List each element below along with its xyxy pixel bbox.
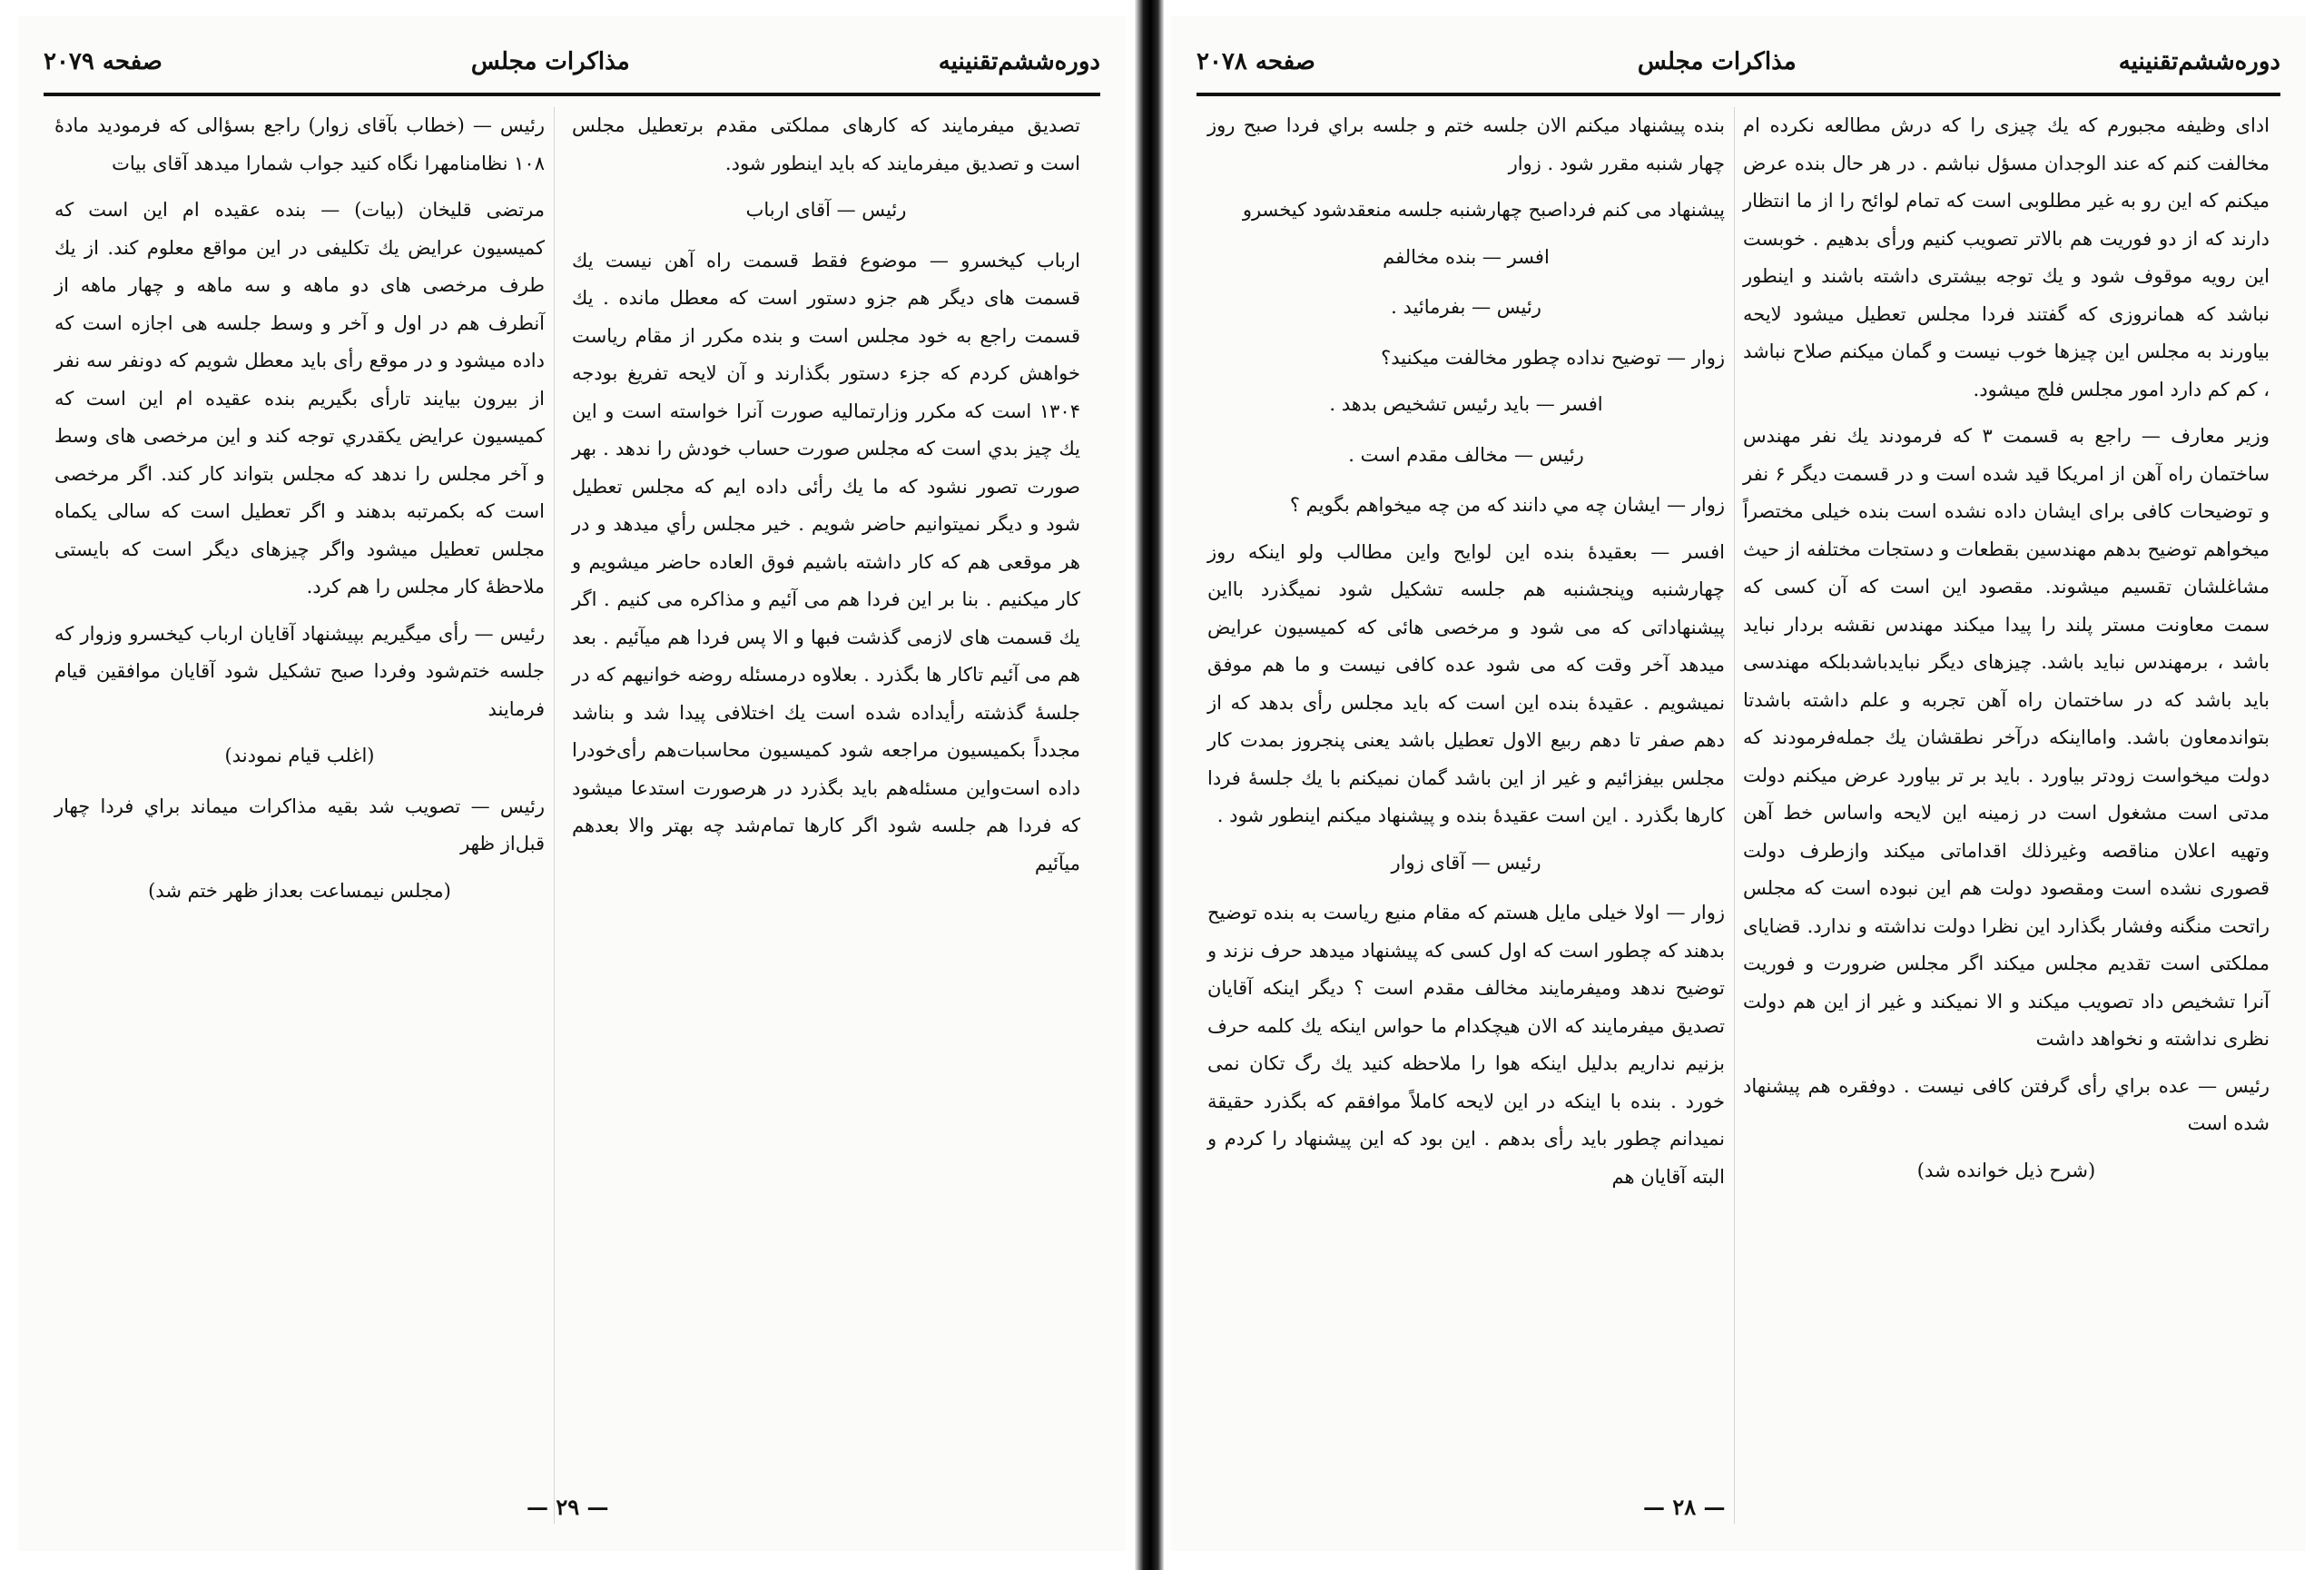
column-divider xyxy=(554,107,555,1524)
paragraph: تصدیق میفرمایند که کارهای مملکتی مقدم برتعطیل مجلس است و تصدیق میفرمایند که باید اینطور شود. xyxy=(572,114,1080,174)
right-header-page: صفحه ۲۰۷۸ xyxy=(1196,48,1315,75)
column-divider xyxy=(1734,107,1735,1524)
paragraph: ادای وظیفه مجبورم که یك چیزی را که درش مطالعه نکرده ام مخالفت کنم که عند الوجدان مسؤل نباشم . در هر حال بنده عرض میکنم که این رو به غیر مطلوبی است که تمام لوائح را از ما انتظار دارند که از دو فوریت هم بالاتر تصویب کنیم ورأی بدهیم . خوبست این رویه موقوف شود و یك توجه بیشتری داشته باشند و اینطور نباشد که همانروزی که گفتند فردا مجلس تعطیل میشود لایحه بیاورند به مجلس این چیزها خوب نیست و گمان میکنم صلاح نباشد ، کم کم دارد امور مجلس فلج میشود. xyxy=(1743,114,2270,400)
speaker-heading: رئیس — آقای ارباب xyxy=(745,199,907,221)
paragraph: وزیر معارف — راجع به قسمت ۳ که فرمودند یك نفر مهندس ساختمان راه آهن از امریکا قید شده است و در قسمت دیگر ۶ نفر و توضیحات کافی برای ایشان داده نشده است بنده خیلی مختصراً میخواهم توضیح بدهم مهندسین بقطعات و دستجات مختلفه از حیث مشاغلشان تقسیم میشوند. مقصود این است که آن کسی که سمت معاونت مستر پلند را پیدا میکند مهندس نقشه بردار نباید باشد ، برمهندس نباید باشد. چیزهای دیگر نبایدباشدبلکه مهندسی باید باشد که در ساختمان راه آهن تجربه و علم داشته باشدتا بتواندمعاون باشد. وامااینکه درآخر نطقشان یك جمله‌فرمودند که دولت میخواست زودتر بیاورد . باید بر تر بیاورد عرض میکنم دولت مدتی است مشغول است در زمینه این لایحه واساس خط آهن وتهیه اعلان مناقصه وغیرذلك اقداماتی میکند وازطرف دولت قصوری نشده است ومقصود دولت هم این نبوده است که مجلس راتحت منگنه وفشار بگذارد این نظرا دولت نداشته و ندارد. قضایای مملکتی است تقدیم مجلس میکند اگر مجلس ضرورت و فوریت آنرا تشخیص داد تصویب میکند و الا نمیکند و غیر از این هم دولت نظری نداشته و نخواهد داشت xyxy=(1743,425,2270,1050)
speaker-heading: رئیس — آقای زوار xyxy=(1391,851,1541,874)
dialogue-line: رئیس — بفرمائید . xyxy=(1391,296,1541,318)
left-page-number: — ۲۹ — xyxy=(527,1494,609,1520)
left-header-session: دوره‌ششم‌تقنینیه xyxy=(938,48,1100,75)
paragraph: زوار — اولا خیلی مایل هستم که مقام منیع ریاست به بنده توضیح بدهند که چطور است که اول کسی که پیشنهاد میدهد حرف نزند و توضیح ندهد ومیفرمایند مخالف مقدم است ؟ دیگر اینکه آقایان تصدیق میفرمایند که الان هیچکدام ما حواس اینکه یك کلمه حرف بزنیم نداریم بدلیل اینکه هوا را ملاحظه کنید یك رگ تکان نمی خورد . بنده با اینکه در این لایحه کاملاً موافقم که بگذرد حقیقة نمیدانم چطور باید رأی بدهم . این بود که این پیشنهاد را کردم و البته آقایان هم xyxy=(1207,902,1725,1188)
paragraph: رئیس — (خطاب بآقای زوار) راجع بسؤالی که فرمودید مادهٔ ۱۰۸ نظامنامهرا نگاه کنید جواب شمارا میدهد آقای بیات xyxy=(54,114,545,174)
right-page-header xyxy=(1196,36,2280,87)
left-header-rule xyxy=(44,93,1100,96)
paragraph: مرتضی قلیخان (بیات) — بنده عقیده ام این است که کمیسیون عرایض یك تکلیفی در این مواقع معلوم کند. از یك طرف مرخصی های دو ماهه و سه ماهه و چهار ماهه از آنطرف هم در اول و آخر و وسط جلسه هی اجازه است که داده میشود و در موقع رأی باید معطل شویم که دونفر سه نفر از بیرون بیایند تارأی بگیریم بنده عقیده ام این است که کمیسیون عرایض یکقدري توجه کند و این مرخصی های وسط و آخر مجلس را ندهد که مجلس بتواند کار کند. اگر مرخصی است که بکمرتبه بدهند و اگر تعطیل است که سالی یکماه مجلس تعطیل میشود واگر چیزهای دیگر است که بایستی ملاحظهٔ کار مجلس را هم کرد. xyxy=(54,199,545,597)
left-page-column-right xyxy=(572,107,1080,892)
right-header-rule xyxy=(1196,93,2280,96)
right-page-column-right xyxy=(1743,107,2270,1202)
stage-note: (شرح ذیل خوانده شد) xyxy=(1916,1159,2096,1181)
paragraph: پیشنهاد می کنم فرداصبح چهارشنبه جلسه منعقدشود کیخسرو xyxy=(1242,199,1725,221)
left-page xyxy=(18,16,1126,1551)
left-header-title: مذاکرات مجلس xyxy=(470,48,630,75)
dialogue-line: زوار — توضیح نداده چطور مخالفت میکنید؟ xyxy=(1381,346,1725,369)
dialogue-line: افسر — بنده مخالفم xyxy=(1383,245,1550,268)
dialogue-line: افسر — باید رئیس تشخیص بدهد . xyxy=(1329,393,1603,415)
paragraph: ارباب کیخسرو — موضوع فقط قسمت راه آهن نیست یك قسمت های دیگر هم جزو دستور است که معطل مانده . یك قسمت راجع به خود مجلس است و بنده مکرر از مقام ریاست خواهش کردم که جزء دستور بگذارند و آن لایحه تفریغ بودجه ۱۳۰۴ است که مکرر وزارتمالیه صورت آنرا خواسته است و این یك چیز بدي است که مجلس صورت حساب خودش را ندهد . بهر صورت تصور نشود که ما یك رأئی داده ایم که مجلس تعطیل شود و دیگر نمیتوانیم حاضر شویم . خیر مجلس رأي میدهد و در هر موقعی هم که کار داشته باشیم فوق العاده حاضر میشویم و کار میکنیم . بنا بر این فردا هم می آئیم و مذاکره می کنیم . اگر یك قسمت های لازمی گذشت فبها و الا پس فردا هم میآئیم . بعد هم می آئیم تاکار ها بگذرد . بعلاوه درمسئله روضه خوانیهم که در جلسهٔ گذشته رأیداده شده است یك اختلافی پیدا شد و بناشد مجدداً بکمیسیون مراجعه شود کمیسیون محاسبات‌هم رأی‌خودرا داده است‌واین مسئله‌هم باید بگذرد در هرصورت استدعا میشود که فردا هم جلسه شود اگر کارها تمام‌شد چه بهتر والا بعدهم میآئیم xyxy=(572,249,1080,874)
book-gutter xyxy=(1135,0,1164,1570)
left-header-page: صفحه ۲۰۷۹ xyxy=(44,48,162,75)
right-page-number: — ۲۸ — xyxy=(1643,1494,1726,1520)
paragraph: افسر — بعقیدهٔ بنده این لوایح واین مطالب ولو اینکه روز چهارشنبه وپنجشنبه هم جلسه تشکیل شود نمیگذرد بااین پیشنهاداتی که می شود و مرخصی هائی که کمیسیون عرایض میدهد آخر وقت که می شود عده کافی نیست و ما هم موفق نمیشویم . عقیدهٔ بنده این است که باید مجلس رأی بدهد که از دهم صفر تا دهم ربیع الاول تعطیل باشد یعنی پنجروز بمدت کار مجلس بیفزائیم و غیر از این باشد گمان نمیکنم با یك جلسهٔ فردا کارها بگذرد . این است عقیدهٔ بنده و پیشنهاد میکنم اینطور شود . xyxy=(1207,540,1725,826)
dialogue-line: زوار — ایشان چه مي دانند که من چه میخواهم بگویم ؟ xyxy=(1289,494,1725,516)
dialogue-line: رئیس — مخالف مقدم است . xyxy=(1348,443,1584,466)
right-header-title: مذاکرات مجلس xyxy=(1637,48,1797,75)
left-page-column-left xyxy=(54,107,545,923)
right-page-column-left xyxy=(1207,107,1725,1205)
right-header-session: دوره‌ششم‌تقنینیه xyxy=(2118,48,2280,75)
right-page xyxy=(1171,16,2306,1551)
paragraph: رئیس — عده براي رأی گرفتن کافی نیست . دوفقره هم پیشنهاد شده است xyxy=(1743,1074,2270,1134)
paragraph: رئیس — تصویب شد بقیه مذاکرات میماند براي فردا چهار قبل‌از ظهر xyxy=(54,795,545,854)
paragraph: رئیس — رأی میگیریم بپیشنهاد آقایان ارباب کیخسرو وزوار که جلسه ختم‌شود وفردا صبح تشکیل شود آقایان موافقین قیام فرمایند xyxy=(54,622,545,720)
stage-note: (اغلب قیام نمودند) xyxy=(224,745,375,766)
left-page-header xyxy=(44,36,1100,87)
paragraph: بنده پیشنهاد میکنم الان جلسه ختم و جلسه براي فردا صبح روز چهار شنبه مقرر شود . زوار xyxy=(1207,114,1725,174)
stage-note: (مجلس نیمساعت بعداز ظهر ختم شد) xyxy=(148,879,451,902)
